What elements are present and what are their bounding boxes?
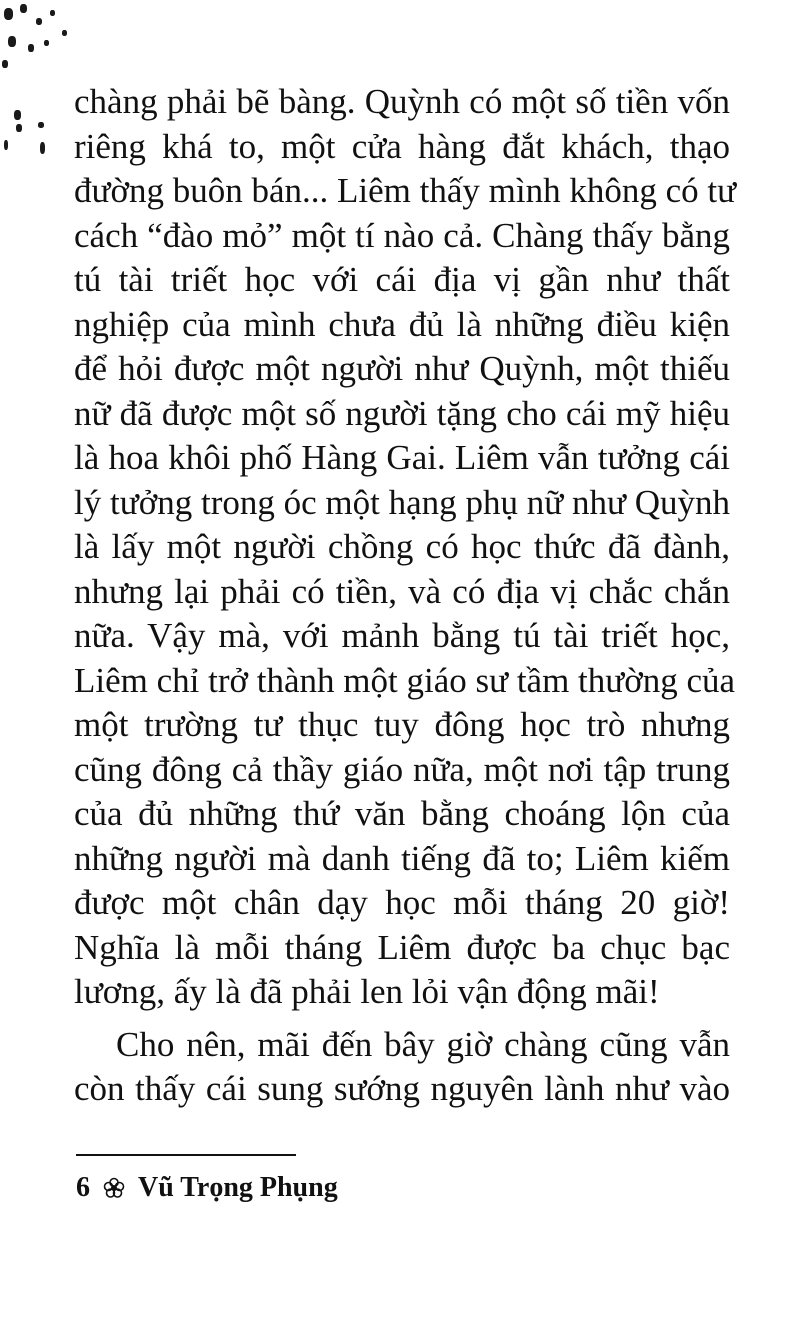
text-line: được một chân dạy học mỗi tháng 20 giờ! bbox=[74, 883, 730, 922]
footer-rule bbox=[76, 1154, 296, 1156]
body-text bbox=[74, 80, 737, 1112]
paragraph-gap bbox=[74, 1015, 730, 1023]
text-line: Liêm chỉ trở thành một giáo sư tầm thường của bbox=[74, 660, 736, 700]
text-line: đường buôn bán... Liêm thấy mình không có tư bbox=[74, 171, 737, 210]
text-line: để hỏi được một người như Quỳnh, một thiếu bbox=[74, 349, 730, 388]
text-line: cũng đông cả thầy giáo nữa, một nơi tập trung bbox=[74, 749, 730, 789]
text-line: cách “đào mỏ” một tí nào cả. Chàng thấy bằng bbox=[74, 215, 730, 255]
text-line: những người mà danh tiếng đã to; Liêm kiếm bbox=[74, 838, 730, 878]
text-line: một trường tư thục tuy đông học trò nhưng bbox=[74, 705, 730, 744]
paragraph bbox=[74, 1023, 730, 1112]
text-line: là hoa khôi phố Hàng Gai. Liêm vẫn tưởng cái bbox=[74, 438, 730, 477]
page-number: 6 bbox=[76, 1172, 90, 1203]
text-line: nữa. Vậy mà, với mảnh bằng tú tài triết học, bbox=[74, 616, 730, 655]
paragraph bbox=[74, 80, 737, 1015]
flower-icon bbox=[102, 1176, 126, 1200]
page-footer bbox=[76, 1172, 338, 1204]
text-line: của đủ những thứ văn bằng choáng lộn của bbox=[74, 794, 730, 833]
text-line: nữ đã được một số người tặng cho cái mỹ hiệu bbox=[74, 393, 730, 433]
author-name: Vũ Trọng Phụng bbox=[138, 1172, 338, 1203]
text-line: lý tưởng trong óc một hạng phụ nữ như Quỳnh bbox=[74, 482, 730, 522]
text-line: là lấy một người chồng có học thức đã đành, bbox=[74, 527, 730, 566]
text-line: nghiệp của mình chưa đủ là những điều kiện bbox=[74, 304, 730, 344]
text-line: nhưng lại phải có tiền, và có địa vị chắc chắn bbox=[74, 571, 730, 611]
text-line: Cho nên, mãi đến bây giờ chàng cũng vẫn bbox=[116, 1024, 730, 1064]
text-line: chàng phải bẽ bàng. Quỳnh có một số tiền vốn bbox=[74, 82, 730, 121]
text-line: còn thấy cái sung sướng nguyên lành như vào bbox=[74, 1069, 730, 1108]
text-line: lương, ấy là đã phải len lỏi vận động mãi! bbox=[74, 972, 660, 1011]
text-line: Nghĩa là mỗi tháng Liêm được ba chục bạc bbox=[74, 927, 730, 967]
text-line: riêng khá to, một cửa hàng đắt khách, thạo bbox=[74, 126, 730, 166]
text-line: tú tài triết học với cái địa vị gần như thất bbox=[74, 260, 730, 299]
